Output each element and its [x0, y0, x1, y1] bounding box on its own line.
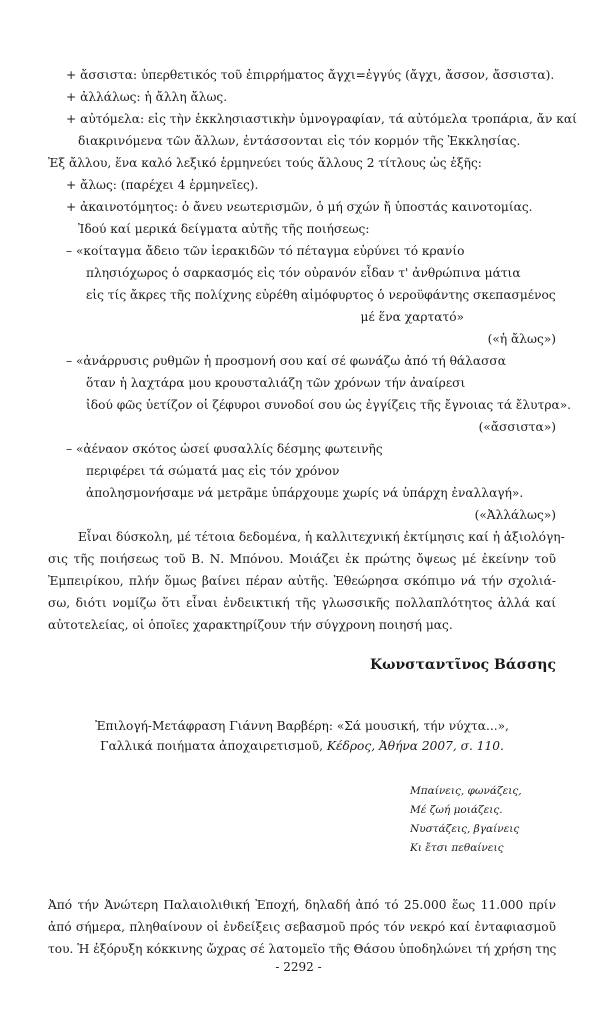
- next-article-paragraph: [48, 894, 556, 960]
- epigraph-line: [48, 736, 556, 756]
- definition-line: + αὐτόμελα: εἰς τὴν ἐκκλησιαστικὴν ὑμνογραφίαν, τά αὐτόμελα τροπάρια, ἄν καί: [66, 112, 577, 126]
- definition-line: διακρινόμενα τῶν ἄλλων, ἐντάσσονται εἰς τόν κορμόν τῆς Ἐκκλησίας.: [78, 134, 521, 148]
- definition-line: + ἀκαινοτόμητος: ὁ ἄνευ νεωτερισμῶν, ὁ μή σχών ἤ ὑποστάς καινοτομίας.: [66, 200, 533, 214]
- text-line: Ἐξ ἄλλου, ἕνα καλό λεξικό ἑρμηνεύει τούς ἄλλους 2 τίτλους ὡς ἑξῆς:: [48, 156, 482, 170]
- quote-line: εἰς τίς ἄκρες τῆς πολίχνης εὑρέθη αἱμόφυρτος ὁ νεροϋφάντης σκεπασμένος: [86, 288, 556, 302]
- poem-verse: Κι ἔτσι πεθαίνεις: [410, 842, 504, 854]
- epigraph-italic: Κέδρος, Ἀθήνα 2007, σ. 110.: [326, 739, 504, 753]
- quote-line: ἰδού φῶς ὑετίζον οἱ ζέφυροι συνοδοί σου ὡς ἐγγίζεις τῆς ἔγνοιας τά ἔλυτρα».: [86, 398, 572, 412]
- paragraph-line: Ἐμπειρίκου, πλήν ὅμως βαίνει πέραν αὐτῆς. Ἐθεώρησα σκόπιμο νά τήν σχολιά-: [48, 574, 556, 588]
- poem-verse: Μπαίνεις, φωνάζεις,: [410, 785, 522, 797]
- paragraph-line: Ἀπό τήν Ἀνώτερη Παλαιολιθική Ἐποχή, δηλαδή ἀπό τό 25.000 ἕως 11.000 πρίν: [48, 898, 556, 912]
- epigraph-poem: [410, 782, 556, 858]
- text-line: Ἰδού καί μερικά δείγματα αὐτῆς τῆς ποιήσεως:: [78, 222, 370, 236]
- quote-line: πλησιόχωρος ὁ σαρκασμός εἰς τόν οὐρανόν εἶδαν τ' ἀνθρώπινα μάτια: [86, 266, 521, 280]
- quote-line: – «ἀέναον σκότος ὡσεί φυσαλλίς δέσμης φωτεινῆς: [66, 442, 383, 456]
- definition-line: + ἀλλάλως: ἡ ἄλλη ἄλως.: [66, 90, 228, 104]
- quote-line: – «κοίταγμα ἄδειο τῶν ἱερακιδῶν τό πέταγμα εὐρύνει τό κρανίο: [66, 244, 465, 258]
- commentary-paragraph: [48, 526, 565, 636]
- epigraph-line: Ἐπιλογή-Μετάφραση Γιάννη Βαρβέρη: «Σά μουσική, τήν νύχτα...»,: [95, 719, 509, 733]
- quote-line: – «ἀνάρρυσις ρυθμῶν ἡ προσμονή σου καί σέ φωνάζω ἀπό τή θάλασσα: [66, 354, 506, 368]
- paragraph-line: σω, διότι νομίζω ὅτι εἶναι ἐνδεικτική τῆς γλωσσικῆς πολλαπλότητος ἀλλά καί: [48, 596, 556, 610]
- quote-source: («Ἀλλάλως»): [474, 508, 556, 522]
- page-content: [48, 64, 577, 960]
- poem-verse: Νυστάζεις, βγαίνεις: [410, 823, 520, 835]
- page-number: - 2292 -: [275, 960, 322, 974]
- quote-source: («ἄσσιστα»): [478, 420, 556, 434]
- paragraph-line: σις τῆς ποιήσεως τοῦ Β. Ν. Μπόνου. Μοιάζει ἐκ πρώτης ὄψεως μέ ἐκείνην τοῦ: [48, 552, 556, 566]
- definition-line: + ἄλως: (παρέχει 4 ἑρμηνεῖες).: [66, 178, 259, 192]
- poem-verse: Μέ ζωή μοιάζεις.: [410, 804, 503, 816]
- quote-line: ὅταν ἡ λαχτάρα μου κρουσταλιάζη τῶν χρόνων τήν ἀναίρεσι: [86, 376, 466, 390]
- quote-line: περιφέρει τά σώματά μας εἰς τόν χρόνον: [86, 464, 340, 478]
- definition-line: + ἄσσιστα: ὑπερθετικός τοῦ ἐπιρρήματος ἄγχι=ἐγγύς (ἄγχι, ἄσσον, ἄσσιστα).: [66, 68, 555, 82]
- quote-line: ἀπολησμονήσαμε νά μετρᾶμε ὑπάρχουμε χωρίς νά ὑπάρχη ἐναλλαγή».: [86, 486, 524, 500]
- paragraph-line: Εἶναι δύσκολη, μέ τέτοια δεδομένα, ἡ καλλιτεχνική ἐκτίμησις καί ἡ ἀξιολόγη-: [78, 530, 565, 544]
- epigraph-source: [48, 716, 556, 756]
- epigraph-plain: Γαλλικά ποιήματα ἀποχαιρετισμοῦ,: [100, 739, 327, 753]
- paragraph-line: ἀπό σήμερα, πληθαίνουν οἱ ἐνδείξεις σεβασμοῦ πρός τόν νεκρό καί ἐνταφιασμοῦ: [48, 920, 556, 934]
- quote-source: («ἡ ἄλως»): [487, 332, 556, 346]
- paragraph-line: του. Ἡ ἐξόρυξη κόκκινης ὤχρας σέ λατομεῖο τῆς Θάσου ὑποδηλώνει τή χρήση της: [48, 942, 557, 956]
- quote-line: μέ ἕνα χαρτατό»: [360, 310, 464, 324]
- author-signature: Κωνσταντῖνος Βάσσης: [369, 657, 556, 673]
- paragraph-line: αὐτοτελείας, οἱ ὁποῖες χαρακτηρίζουν τήν σύγχρονη ποιησή μας.: [48, 618, 453, 632]
